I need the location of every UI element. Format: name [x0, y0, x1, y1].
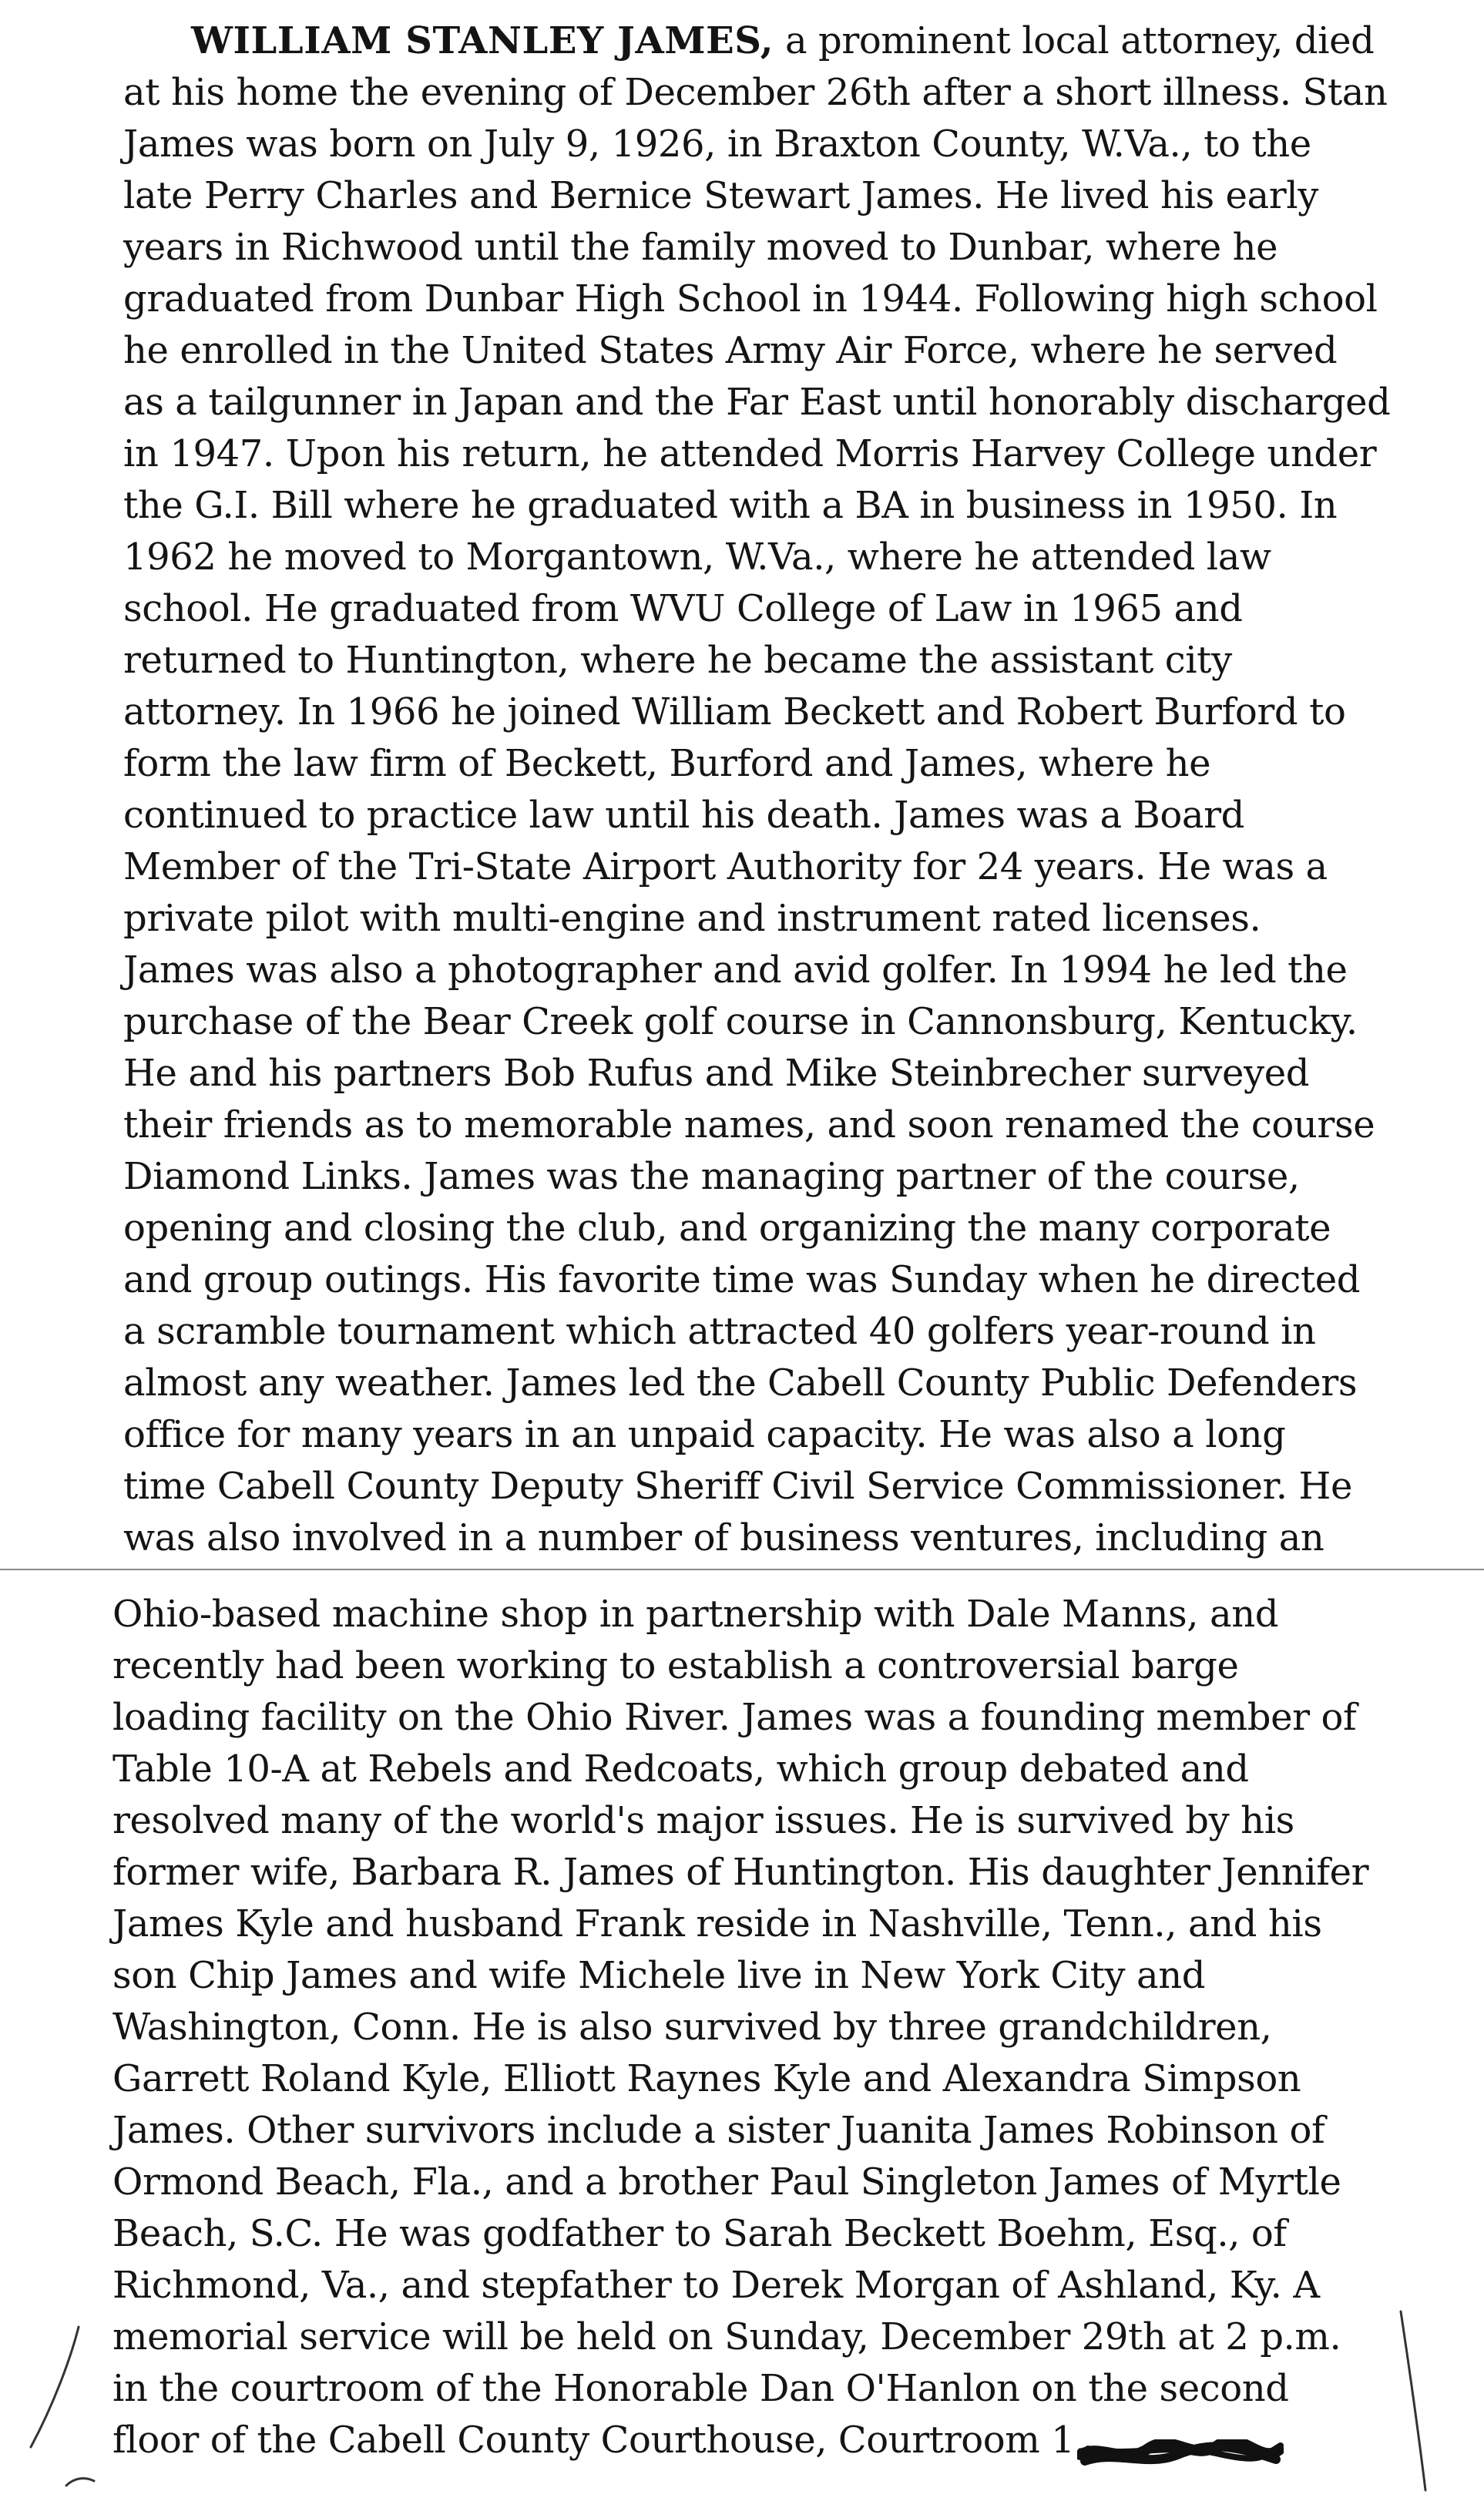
obituary-column-bottom — [112, 1589, 1407, 2466]
text-line: as a tailgunner in Japan and the Far East until honorably discharged — [123, 381, 1391, 424]
text-line: form the law firm of Beckett, Burford and James, where he — [123, 742, 1211, 785]
text-line: Member of the Tri-State Airport Authority for 24 years. He was a — [123, 845, 1328, 888]
text-line: school. He graduated from WVU College of Law in 1965 and — [123, 587, 1243, 630]
text-line: was also involved in a number of business ventures, including an — [123, 1516, 1325, 1559]
redaction-scribble — [1077, 2439, 1284, 2469]
text-line: Ormond Beach, Fla., and a brother Paul Singleton James of Myrtle — [112, 2160, 1341, 2204]
text-line: 1962 he moved to Morgantown, W.Va., where he attended law — [123, 535, 1271, 579]
text-line: Beach, S.C. He was godfather to Sarah Beckett Boehm, Esq., of — [112, 2212, 1287, 2255]
text-line: the G.I. Bill where he graduated with a BA in business in 1950. In — [123, 484, 1338, 527]
text-line: attorney. In 1966 he joined William Beckett and Robert Burford to — [123, 690, 1346, 734]
text-line: purchase of the Bear Creek golf course in Cannonsburg, Kentucky. — [123, 1000, 1358, 1043]
text-line: Table 10-A at Rebels and Redcoats, which group debated and — [112, 1747, 1249, 1791]
text-line: a scramble tournament which attracted 40 golfers year-round in — [123, 1310, 1316, 1353]
text-line: recently had been working to establish a controversial barge — [112, 1644, 1239, 1687]
text-line: floor of the Cabell County Courthouse, Courtroom 1. — [112, 2419, 1086, 2462]
text-line: Ohio-based machine shop in partnership with Dale Manns, and — [112, 1593, 1279, 1636]
text-line: continued to practice law until his death. James was a Board — [123, 794, 1244, 837]
text-line: in the courtroom of the Honorable Dan O'Hanlon on the second — [112, 2367, 1289, 2410]
text-line: James was born on July 9, 1926, in Braxton County, W.Va., to the — [123, 123, 1311, 166]
text-line: memorial service will be held on Sunday, December 29th at 2 p.m. — [112, 2315, 1341, 2358]
clipping-seam-divider — [0, 1569, 1484, 1570]
text-line: almost any weather. James led the Cabell County Public Defenders — [123, 1361, 1358, 1405]
text-line: Washington, Conn. He is also survived by three grandchildren, — [112, 2006, 1272, 2049]
text-line: James. Other survivors include a sister Juanita James Robinson of — [112, 2109, 1325, 2152]
decedent-name: WILLIAM STANLEY JAMES, — [191, 19, 774, 62]
text-line: resolved many of the world's major issues. He is survived by his — [112, 1799, 1294, 1842]
text-line: former wife, Barbara R. James of Huntington. His daughter Jennifer — [112, 1851, 1369, 1894]
text-line: private pilot with multi-engine and instrument rated licenses. — [123, 897, 1261, 940]
text-line: James Kyle and husband Frank reside in Nashville, Tenn., and his — [112, 1902, 1322, 1945]
text-line: Diamond Links. James was the managing partner of the course, — [123, 1155, 1300, 1198]
text-line: time Cabell County Deputy Sheriff Civil Service Commissioner. He — [123, 1465, 1352, 1508]
text-line: years in Richwood until the family moved to Dunbar, where he — [123, 226, 1278, 269]
text-line: loading facility on the Ohio River. James was a founding member of — [112, 1696, 1357, 1739]
text-line: James was also a photographer and avid golfer. In 1994 he led the — [123, 948, 1348, 992]
text-line: a prominent local attorney, died — [774, 19, 1375, 62]
text-line: he enrolled in the United States Army Air Force, where he served — [123, 329, 1338, 372]
text-line: in 1947. Upon his return, he attended Morris Harvey College under — [123, 432, 1377, 475]
text-line: office for many years in an unpaid capacity. He was also a long — [123, 1413, 1286, 1456]
text-line: graduated from Dunbar High School in 1944. Following high school — [123, 277, 1378, 321]
text-line: son Chip James and wife Michele live in New York City and — [112, 1954, 1206, 1997]
text-line: He and his partners Bob Rufus and Mike Steinbrecher surveyed — [123, 1052, 1310, 1095]
text-line: Garrett Roland Kyle, Elliott Raynes Kyle and Alexandra Simpson — [112, 2057, 1301, 2100]
text-line: their friends as to memorable names, and soon renamed the course — [123, 1103, 1375, 1146]
obituary-column-top — [123, 15, 1402, 1564]
text-line: late Perry Charles and Bernice Stewart James. He lived his early — [123, 174, 1318, 217]
text-line: Richmond, Va., and stepfather to Derek Morgan of Ashland, Ky. A — [112, 2264, 1320, 2307]
text-line: and group outings. His favorite time was Sunday when he directed — [123, 1258, 1361, 1301]
obituary-first-line — [123, 15, 1402, 67]
text-line: opening and closing the club, and organizing the many corporate — [123, 1207, 1331, 1250]
text-line: at his home the evening of December 26th after a short illness. Stan — [123, 71, 1388, 114]
text-line: returned to Huntington, where he became the assistant city — [123, 639, 1232, 682]
